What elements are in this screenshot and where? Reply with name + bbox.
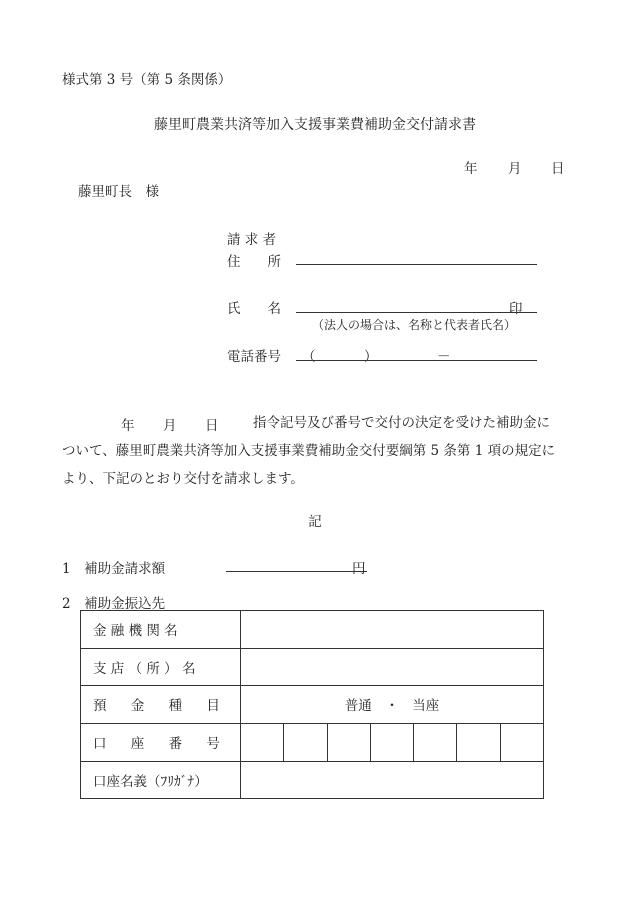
request-body-text: 指令記号及び番号で交付の決定を受けた補助金について、藤里町農業共済等加入支援事業費補助金交付要綱第 5 条第 1 項の規定により、下記のとおり交付を請求します。 — [62, 415, 556, 487]
digit-box[interactable] — [241, 724, 283, 761]
address-line[interactable] — [296, 264, 537, 265]
corporate-note: （法人の場合は、名称と代表者氏名） — [312, 318, 517, 332]
deposit-type-cell[interactable]: 普通 ・ 当座 — [241, 686, 544, 724]
phone-close-paren: ） — [364, 349, 378, 365]
seal-mark: 印 — [509, 301, 523, 317]
digit-box[interactable] — [327, 724, 370, 761]
body-day: 日 — [205, 418, 219, 434]
branch-name-label — [81, 648, 241, 686]
phone-open-paren: （ — [302, 349, 316, 365]
table-row — [81, 761, 544, 799]
bank-name-label — [81, 611, 241, 649]
account-number-label — [81, 723, 241, 761]
body-year: 年 — [121, 418, 135, 434]
date-year: 年 — [464, 161, 478, 177]
digit-box[interactable] — [456, 724, 499, 761]
addressee: 藤里町長 様 — [78, 184, 159, 200]
table-row — [81, 648, 544, 686]
phone-label: 電話番号 — [227, 349, 281, 365]
date-day: 日 — [551, 161, 565, 177]
account-number-digit-boxes — [241, 724, 543, 761]
branch-name-cell[interactable] — [241, 648, 544, 686]
date-month: 月 — [508, 161, 522, 177]
digit-box[interactable] — [283, 724, 326, 761]
account-holder-label-text: 口座名義（ﾌﾘｶﾞﾅ） — [93, 773, 208, 790]
digit-box[interactable] — [500, 724, 543, 761]
document-title: 藤里町農業共済等加入支援事業費補助金交付請求書 — [154, 117, 476, 133]
form-number: 様式第 3 号（第 5 条関係） — [62, 72, 232, 88]
phone-line[interactable] — [296, 360, 537, 361]
table-row — [81, 686, 544, 724]
item1-label: 1 補助金請求額 — [62, 561, 166, 577]
ki-heading: 記 — [308, 514, 322, 530]
table-row — [81, 611, 544, 649]
deposit-type-label-text: 預 金 種 目 — [93, 698, 230, 715]
bank-transfer-table — [80, 610, 544, 799]
digit-box[interactable] — [413, 724, 456, 761]
account-number-label-text: 口 座 番 号 — [93, 736, 230, 752]
table-row — [81, 723, 544, 761]
bank-name-label-text: 金 融 機 関 名 — [93, 623, 178, 640]
deposit-type-label — [81, 686, 241, 724]
account-holder-cell[interactable] — [241, 761, 544, 799]
branch-name-label-text: 支 店 （ 所 ） 名 — [93, 660, 196, 677]
account-holder-label — [81, 761, 241, 799]
address-label: 住 所 — [227, 254, 281, 270]
item1-unit: 円 — [352, 561, 366, 577]
item1-amount-line[interactable] — [226, 571, 367, 572]
bank-name-cell[interactable] — [241, 611, 544, 649]
name-label: 氏 名 — [227, 301, 281, 317]
digit-box[interactable] — [370, 724, 413, 761]
item2-label: 2 補助金振込先 — [62, 596, 166, 612]
account-number-cell[interactable] — [241, 723, 544, 761]
name-line[interactable] — [296, 312, 537, 313]
body-month: 月 — [163, 418, 177, 434]
requester-heading: 請 求 者 — [227, 232, 277, 248]
phone-dash: － — [437, 349, 451, 365]
